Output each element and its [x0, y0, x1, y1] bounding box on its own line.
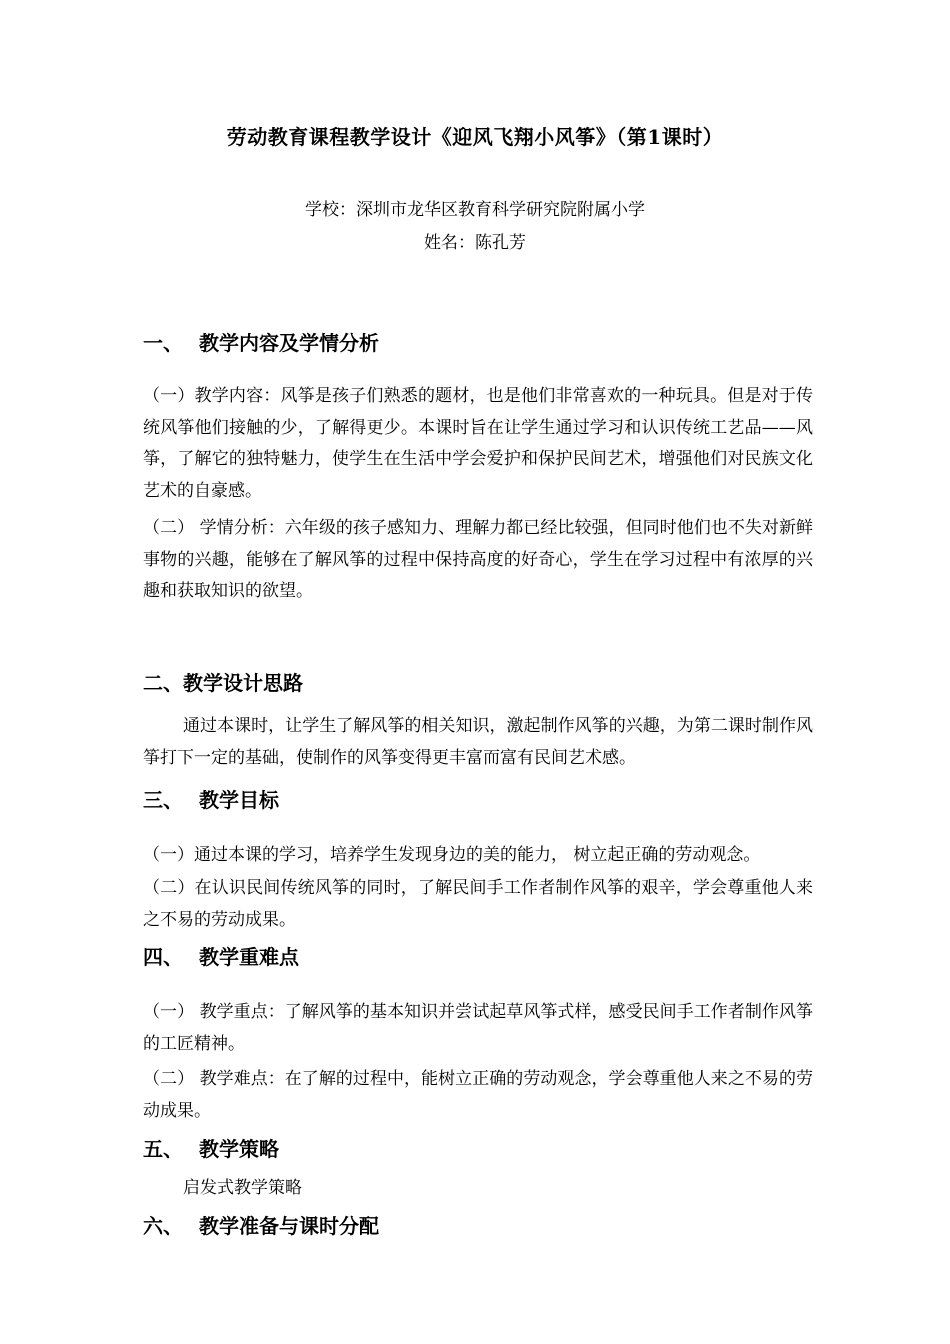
- section-number: 五、: [143, 1137, 183, 1161]
- section-number: 六、: [143, 1214, 183, 1238]
- section-title: 教学目标: [199, 788, 279, 812]
- paragraph-learner-analysis: （二） 学情分析：六年级的孩子感知力、理解力都已经比较强，但同时他们也不失对新鲜事物的兴趣，能够在了解风筝的过程中保持高度的好奇心，学生在学习过程中有浓厚的兴趣和获取知识的欲望。: [143, 518, 813, 601]
- section-heading-2: [143, 669, 303, 697]
- section-title: 教学设计思路: [183, 671, 303, 695]
- paragraph-teaching-content: （一）教学内容：风筝是孩子们熟悉的题材，也是他们非常喜欢的一种玩具。但是对于传统风筝他们接触的少，了解得更少。本课时旨在让学生通过学习和认识传统工艺品——风筝，了解它的独特魅力，使学生在生活中学会爱护和保护民间艺术，增强他们对民族文化艺术的自豪感。: [143, 386, 813, 501]
- school-line: 学校：深圳市龙华区教育科学研究院附属小学: [305, 200, 645, 220]
- section-heading-1: [143, 329, 379, 357]
- paragraph-design-idea: 通过本课时，让学生了解风筝的相关知识，激起制作风筝的兴趣，为第二课时制作风筝打下一定的基础，使制作的风筝变得更丰富而富有民间艺术感。: [143, 716, 813, 768]
- author-line: 姓名：陈孔芳: [424, 233, 526, 253]
- section-heading-5: [143, 1135, 279, 1163]
- section-number: 二、: [143, 671, 183, 695]
- section-heading-4: [143, 943, 299, 971]
- paragraph-difficult-point: （二） 教学难点：在了解的过程中，能树立正确的劳动观念，学会尊重他人来之不易的劳动成果。: [143, 1069, 813, 1121]
- section-number: 四、: [143, 945, 183, 969]
- section-number: 一、: [143, 331, 183, 355]
- section-title: 教学准备与课时分配: [199, 1214, 379, 1238]
- section-heading-6: [143, 1212, 379, 1240]
- section-title: 教学内容及学情分析: [199, 331, 379, 355]
- paragraph-key-point: （一） 教学重点：了解风筝的基本知识并尝试起草风筝式样，感受民间手工作者制作风筝的工匠精神。: [143, 1002, 813, 1054]
- paragraph-objective-1: （一）通过本课的学习，培养学生发现身边的美的能力， 树立起正确的劳动观念。: [143, 845, 761, 865]
- section-number: 三、: [143, 788, 183, 812]
- document-title: 劳动教育课程教学设计《迎风飞翔小风筝》（第1课时）: [226, 125, 724, 149]
- section-title: 教学重难点: [199, 945, 299, 969]
- section-heading-3: [143, 786, 279, 814]
- section-title: 教学策略: [199, 1137, 279, 1161]
- paragraph-objective-2: （二）在认识民间传统风筝的同时，了解民间手工作者制作风筝的艰辛，学会尊重他人来之不易的劳动成果。: [143, 878, 813, 930]
- paragraph-strategy: 启发式教学策略: [183, 1178, 302, 1198]
